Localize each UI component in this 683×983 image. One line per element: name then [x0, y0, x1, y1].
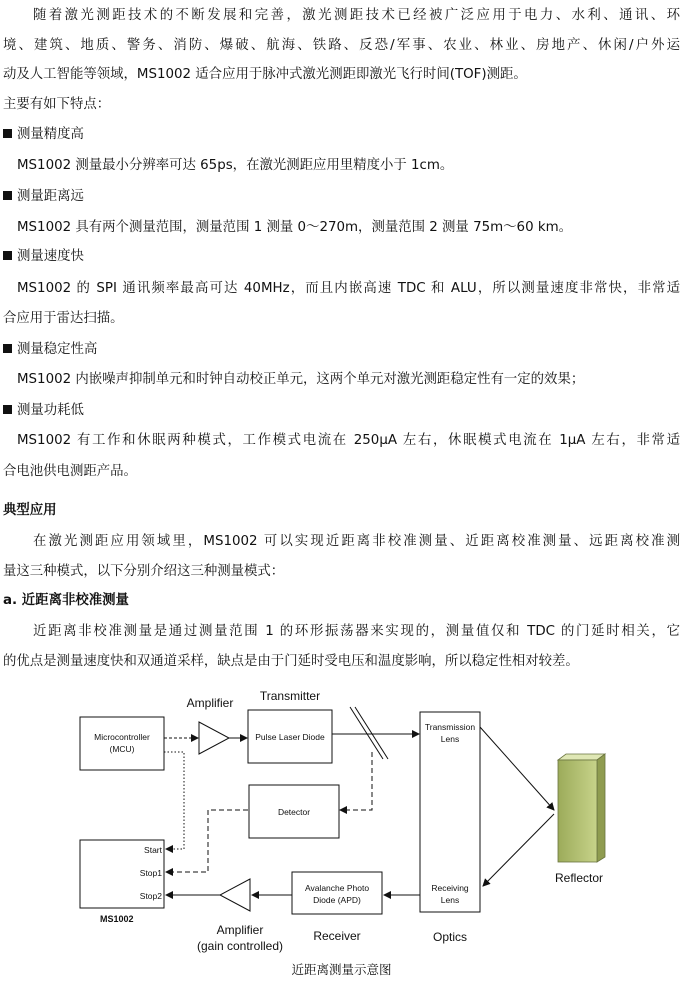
apd-box [292, 872, 382, 914]
feature-title-text: 测量稳定性高 [17, 342, 98, 357]
amplifier-bottom-label-2: (gain controlled) [196, 939, 284, 953]
amplifier-bottom-label-1: Amplifier [216, 923, 264, 937]
typical-heading: 典型应用 [3, 503, 57, 518]
feature-desc-speed-1: MS1002 的 SPI 通讯频率最高可达 40MHz，而且内嵌高速 TDC 和 ALU，所以测量速度非常快，非常适 [17, 281, 680, 296]
amplifier-bottom-triangle [220, 879, 250, 911]
section-a-line-2: 的优点是测量速度快和双通道采样，缺点是由于门延时受电压和温度影响，所以稳定性相对较差。 [3, 654, 579, 669]
intro-line-1: 随着激光测距技术的不断发展和完善，激光测距技术已经被广泛应用于电力、水利、通讯、环 [33, 8, 680, 23]
section-a-line-1: 近距离非校准测量是通过测量范围 1 的环形振荡器来实现的，测量值仅和 TDC 的门延时相关，它 [33, 624, 680, 639]
section-a-heading: a. 近距离非校准测量 [3, 593, 129, 608]
feature-desc-power-2: 合电池供电测距产品。 [3, 464, 137, 479]
bullet-square-icon [3, 344, 12, 353]
tof-block-diagram [70, 682, 630, 957]
stop2-pin-label: Stop2 [139, 891, 162, 901]
rx-lens-label-2: Lens [440, 895, 460, 905]
feature-title-text: 测量功耗低 [17, 403, 84, 418]
receiver-label: Receiver [313, 929, 361, 943]
intro-line-2: 境、建筑、地质、警务、消防、爆破、航海、铁路、反恐/军事、农业、林业、房地产、休闲/户外运 [3, 38, 680, 53]
tx-lens-label-1: Transmission [424, 722, 476, 732]
intro-line-3: 动及人工智能等领域，MS1002 适合应用于脉冲式激光测距即激光飞行时间(TOF)测距。 [3, 67, 527, 82]
reflector-side [597, 754, 605, 862]
tx-lens-label-2: Lens [440, 734, 460, 744]
laser-diode-label: Pulse Laser Diode [255, 732, 325, 742]
feature-title-text: 测量距离远 [17, 189, 84, 204]
feature-desc-speed-2: 合应用于雷达扫描。 [3, 311, 124, 326]
features-heading: 主要有如下特点： [3, 97, 111, 112]
figure-caption: 近距离测量示意图 [291, 962, 392, 977]
reflector-label: Reflector [554, 871, 604, 885]
bullet-square-icon [3, 129, 12, 138]
bullet-square-icon [3, 251, 12, 260]
feature-title-power [3, 401, 680, 421]
feature-desc-range: MS1002 具有两个测量范围，测量范围 1 测量 0～270m，测量范围 2 测量 75m～60 km。 [17, 220, 573, 235]
amplifier-top-triangle [199, 722, 229, 754]
beam-splitter [350, 707, 383, 759]
feature-title-range [3, 187, 680, 207]
mcu-label-1: Microcontroller [94, 732, 150, 742]
splitter-to-detector-arrow [340, 752, 372, 810]
detector-label: Detector [277, 807, 311, 817]
feature-desc-stability: MS1002 内嵌噪声抑制单元和时钟自动校正单元，这两个单元对激光测距稳定性有一定的效果； [17, 372, 585, 387]
start-pin-label: Start [144, 845, 162, 855]
ms1002-label: MS1002 [100, 914, 134, 924]
reflector-to-optics-arrow [483, 814, 554, 886]
optics-to-reflector-arrow [480, 727, 554, 810]
stop1-pin-label: Stop1 [139, 868, 162, 878]
rx-lens-label-1: Receiving [431, 883, 469, 893]
feature-title-accuracy [3, 125, 680, 145]
mcu-to-start-arrow [164, 752, 184, 849]
bullet-square-icon [3, 405, 12, 414]
mcu-label-2: (MCU) [109, 744, 135, 754]
typical-line-1: 在激光测距应用领域里，MS1002 可以实现近距离非校准测量、近距离校准测量、远距离校准测 [33, 534, 680, 549]
feature-title-text: 测量速度快 [17, 249, 84, 264]
feature-title-stability [3, 340, 680, 360]
typical-line-2: 量这三种模式，以下分别介绍这三种测量模式： [3, 564, 285, 579]
apd-label-2: Diode (APD) [313, 895, 361, 905]
feature-title-speed [3, 247, 680, 267]
reflector-front [558, 760, 597, 862]
bullet-square-icon [3, 191, 12, 200]
feature-title-text: 测量精度高 [17, 127, 84, 142]
feature-desc-accuracy: MS1002 测量最小分辨率可达 65ps，在激光测距应用里精度小于 1cm。 [17, 158, 454, 173]
feature-desc-power-1: MS1002 有工作和休眠两种模式，工作模式电流在 250μA 左右，休眠模式电流在 1μA 左右，非常适 [17, 433, 680, 448]
amplifier-top-label: Amplifier [186, 696, 234, 710]
optics-label: Optics [432, 930, 468, 944]
beam-splitter-back [355, 707, 388, 759]
detector-to-stop1-arrow [166, 810, 248, 872]
transmitter-label: Transmitter [259, 689, 321, 703]
apd-label-1: Avalanche Photo [304, 883, 370, 893]
